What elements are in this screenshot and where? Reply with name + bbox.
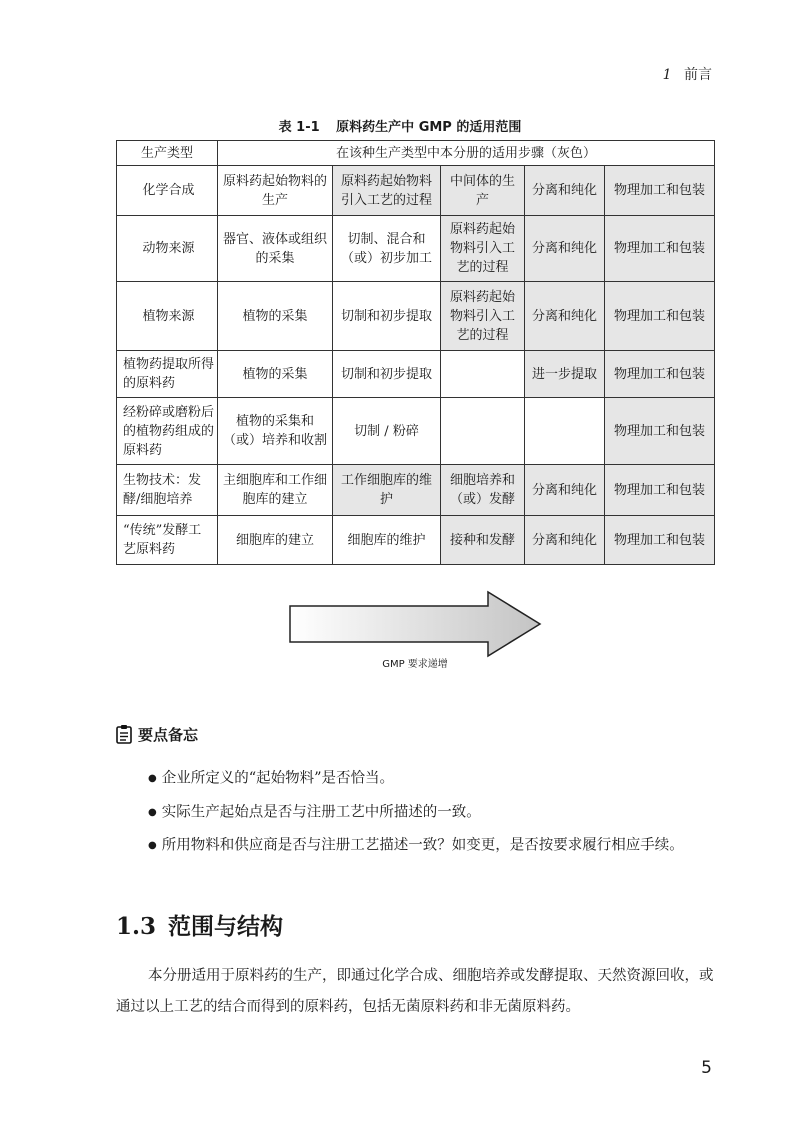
table-cell: 植物的采集 (218, 351, 333, 398)
list-item (116, 829, 716, 863)
bullet-text: 企业所定义的“起始物料”是否恰当。 (161, 770, 395, 787)
table-cell: 器官、液体或组织的采集 (218, 216, 333, 282)
table-cell: 物理加工和包装 (605, 282, 715, 351)
gmp-scope-table (116, 140, 715, 565)
body-paragraph (116, 961, 716, 1023)
table-cell: 分离和纯化 (525, 516, 605, 565)
table-cell: 物理加工和包装 (605, 216, 715, 282)
table-cell: 切制和初步提取 (333, 351, 441, 398)
table-cell: 物理加工和包装 (605, 351, 715, 398)
table-cell: 植物的采集 (218, 282, 333, 351)
table-row (117, 216, 715, 282)
table-cell: 物理加工和包装 (605, 516, 715, 565)
table-cell: 主细胞库和工作细胞库的建立 (218, 465, 333, 516)
table-cell: 分离和纯化 (525, 166, 605, 216)
table-cell: 切制和初步提取 (333, 282, 441, 351)
bullet-dot-icon: ● (148, 806, 157, 818)
list-item (116, 796, 716, 830)
table-cell: 物理加工和包装 (605, 166, 715, 216)
table-row (117, 282, 715, 351)
memo-heading (116, 724, 198, 744)
table-cell: 物理加工和包装 (605, 465, 715, 516)
table-cell: 工作细胞库的维护 (333, 465, 441, 516)
table-cell: 原料药起始物料引入工艺的过程 (333, 166, 441, 216)
bullet-dot-icon: ● (148, 840, 157, 851)
bullet-text: 所用物料和供应商是否与注册工艺描述一致？如变更，是否按要求履行相应手续。 (161, 837, 684, 854)
table-row (117, 516, 715, 565)
list-item (116, 762, 716, 796)
table-cell: 原料药起始物料的生产 (218, 166, 333, 216)
running-head (663, 64, 712, 84)
table-cell: 细胞培养和（或）发酵 (441, 465, 525, 516)
section-number: 1.3 (116, 913, 157, 940)
running-head-chapter: 1 (662, 67, 672, 83)
table-cell: 接种和发酵 (441, 516, 525, 565)
table-cell (441, 398, 525, 465)
memo-title: 要点备忘 (138, 725, 199, 744)
row-type-cell: “传统”发酵工艺原料药 (117, 516, 218, 565)
table-caption (0, 116, 800, 135)
table-cell (441, 351, 525, 398)
table-caption-title: 原料药生产中 GMP 的适用范围 (336, 120, 522, 135)
header-production-type: 生产类型 (117, 141, 218, 166)
table-cell: 物理加工和包装 (605, 398, 715, 465)
header-applicable-steps: 在该种生产类型中本分册的适用步骤（灰色） (218, 141, 715, 166)
running-head-title: 前言 (684, 67, 712, 83)
row-type-cell: 植物来源 (117, 282, 218, 351)
table-row (117, 398, 715, 465)
paragraph-text: 本分册适用于原料药的生产，即通过化学合成、细胞培养或发酵提取、天然资源回收，或通过以上工艺的结合而得到的原料药，包括无菌原料药和非无菌原料药。 (116, 968, 714, 1015)
gmp-increase-arrow (288, 590, 544, 660)
table-cell: 原料药起始物料引入工艺的过程 (441, 216, 525, 282)
clipboard-icon (116, 724, 132, 744)
table-caption-number: 表 1-1 (278, 120, 320, 135)
table-cell: 切制、混合和（或）初步加工 (333, 216, 441, 282)
row-type-cell: 生物技术：发酵/细胞培养 (117, 465, 218, 516)
page-number: 5 (701, 1058, 712, 1078)
table-row (117, 465, 715, 516)
table-cell: 分离和纯化 (525, 465, 605, 516)
bullet-text: 实际生产起始点是否与注册工艺中所描述的一致。 (161, 804, 481, 820)
table-row (117, 351, 715, 398)
section-heading (116, 908, 283, 941)
table-header-row (117, 141, 715, 166)
arrow-shape (290, 592, 540, 656)
table-cell: 植物的采集和（或）培养和收割 (218, 398, 333, 465)
table-cell: 细胞库的维护 (333, 516, 441, 565)
memo-bullet-list (116, 762, 716, 863)
arrow-label: GMP 要求递增 (382, 659, 448, 670)
section-title: 范围与结构 (168, 913, 284, 940)
table-cell: 中间体的生产 (441, 166, 525, 216)
row-type-cell: 动物来源 (117, 216, 218, 282)
table-cell: 进一步提取 (525, 351, 605, 398)
table-cell: 分离和纯化 (525, 282, 605, 351)
table-cell (525, 398, 605, 465)
table-row (117, 166, 715, 216)
table-cell: 细胞库的建立 (218, 516, 333, 565)
row-type-cell: 化学合成 (117, 166, 218, 216)
table-cell: 切制 / 粉碎 (333, 398, 441, 465)
table-cell: 分离和纯化 (525, 216, 605, 282)
row-type-cell: 植物药提取所得的原料药 (117, 351, 218, 398)
row-type-cell: 经粉碎或磨粉后的植物药组成的原料药 (117, 398, 218, 465)
table-cell: 原料药起始物料引入工艺的过程 (441, 282, 525, 351)
bullet-dot-icon: ● (148, 773, 157, 784)
